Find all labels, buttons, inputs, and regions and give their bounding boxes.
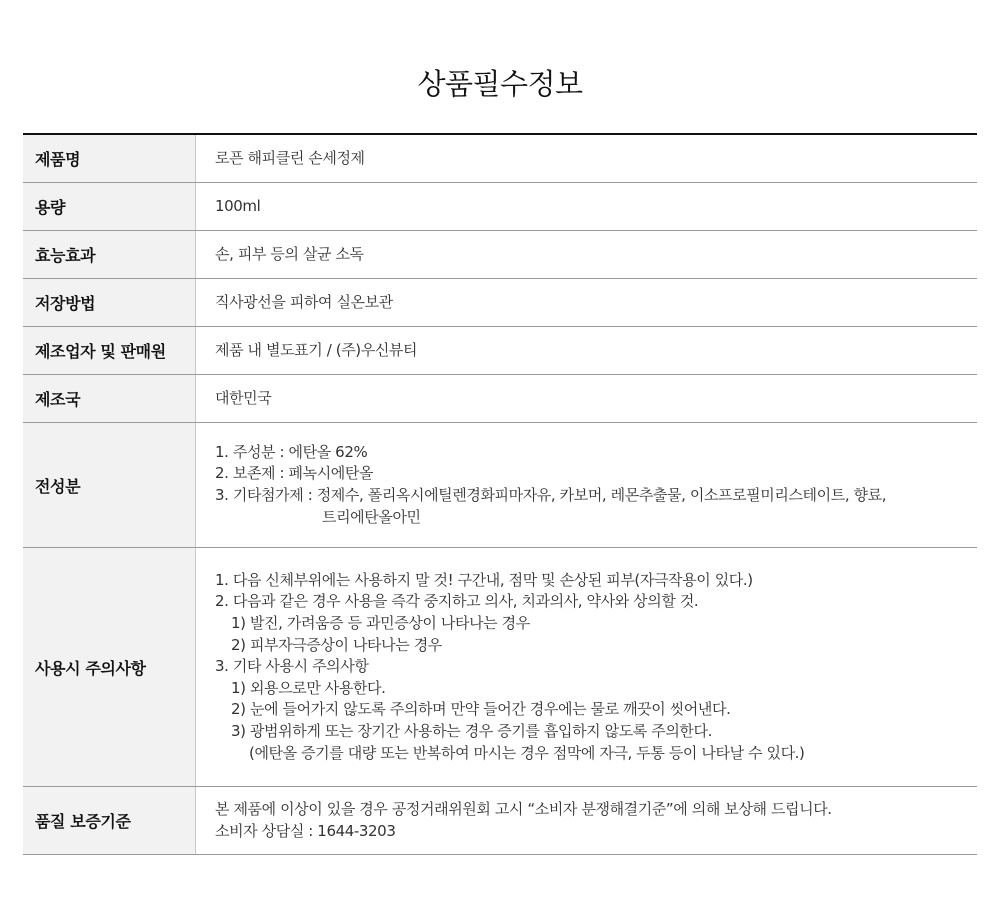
table-row	[23, 327, 977, 375]
row-value	[196, 279, 977, 326]
row-label: 제조업자 및 판매원	[23, 327, 196, 374]
value-line: 3. 기타 사용시 주의사항	[215, 657, 369, 676]
row-label: 전성분	[23, 423, 196, 547]
row-value	[196, 135, 977, 182]
value-line: (에탄올 증기를 대량 또는 반복하여 마시는 경우 점막에 자극, 두통 등이 나타날 수 있다.)	[249, 743, 805, 762]
value-line: 제품 내 별도표기 / (주)우신뷰티	[215, 340, 418, 359]
table-row	[23, 423, 977, 548]
value-line: 1) 발진, 가려움증 등 과민증상이 나타나는 경우	[231, 614, 530, 633]
value-line: 1) 외용으로만 사용한다.	[231, 678, 386, 697]
row-label: 품질 보증기준	[23, 787, 196, 854]
row-label: 제품명	[23, 135, 196, 182]
row-value	[196, 548, 977, 786]
value-line: 1. 다음 신체부위에는 사용하지 말 것! 구간내, 점막 및 손상된 피부(자극작용이 있다.)	[215, 570, 753, 589]
value-line: 본 제품에 이상이 있을 경우 공정거래위원회 고시 “소비자 분쟁해결기준”에 의해 보상해 드립니다.	[215, 799, 832, 818]
value-line: 트리에탄올아민	[322, 507, 421, 526]
product-info-table	[23, 133, 977, 855]
value-line: 직사광선을 피하여 실온보관	[215, 292, 393, 311]
table-row	[23, 548, 977, 787]
value-line: 2. 다음과 같은 경우 사용을 즉각 중지하고 의사, 치과의사, 약사와 상의할 것.	[215, 592, 699, 611]
row-value	[196, 787, 977, 854]
row-value	[196, 423, 977, 547]
value-line: 로픈 해피클린 손세정제	[215, 148, 365, 167]
table-row	[23, 231, 977, 279]
page-title: 상품필수정보	[417, 67, 583, 101]
row-value	[196, 183, 977, 230]
table-row	[23, 135, 977, 183]
row-value	[196, 327, 977, 374]
row-label: 저장방법	[23, 279, 196, 326]
value-line: 100ml	[215, 196, 261, 215]
table-row	[23, 183, 977, 231]
row-label: 효능효과	[23, 231, 196, 278]
value-line: 3) 광범위하게 또는 장기간 사용하는 경우 증기를 흡입하지 않도록 주의한다.	[231, 721, 712, 740]
table-row	[23, 375, 977, 423]
row-label: 사용시 주의사항	[23, 548, 196, 786]
value-line: 1. 주성분 : 에탄올 62%	[215, 442, 368, 461]
value-line: 2) 눈에 들어가지 않도록 주의하며 만약 들어간 경우에는 물로 깨끗이 씻어낸다.	[231, 700, 731, 719]
row-value	[196, 375, 977, 422]
row-label: 제조국	[23, 375, 196, 422]
value-line: 소비자 상담실 : 1644-3203	[215, 821, 396, 840]
table-row	[23, 279, 977, 327]
row-value	[196, 231, 977, 278]
value-line: 2. 보존제 : 페녹시에탄올	[215, 464, 374, 483]
value-line: 3. 기타첨가제 : 정제수, 폴리옥시에틸렌경화피마자유, 카보머, 레몬추출물, 이소프로필미리스테이트, 향료,	[215, 486, 887, 504]
row-label: 용량	[23, 183, 196, 230]
value-line: 2) 피부자극증상이 나타나는 경우	[231, 635, 442, 654]
value-line: 손, 피부 등의 살균 소독	[215, 244, 364, 263]
value-line: 대한민국	[215, 388, 272, 407]
table-row	[23, 787, 977, 855]
